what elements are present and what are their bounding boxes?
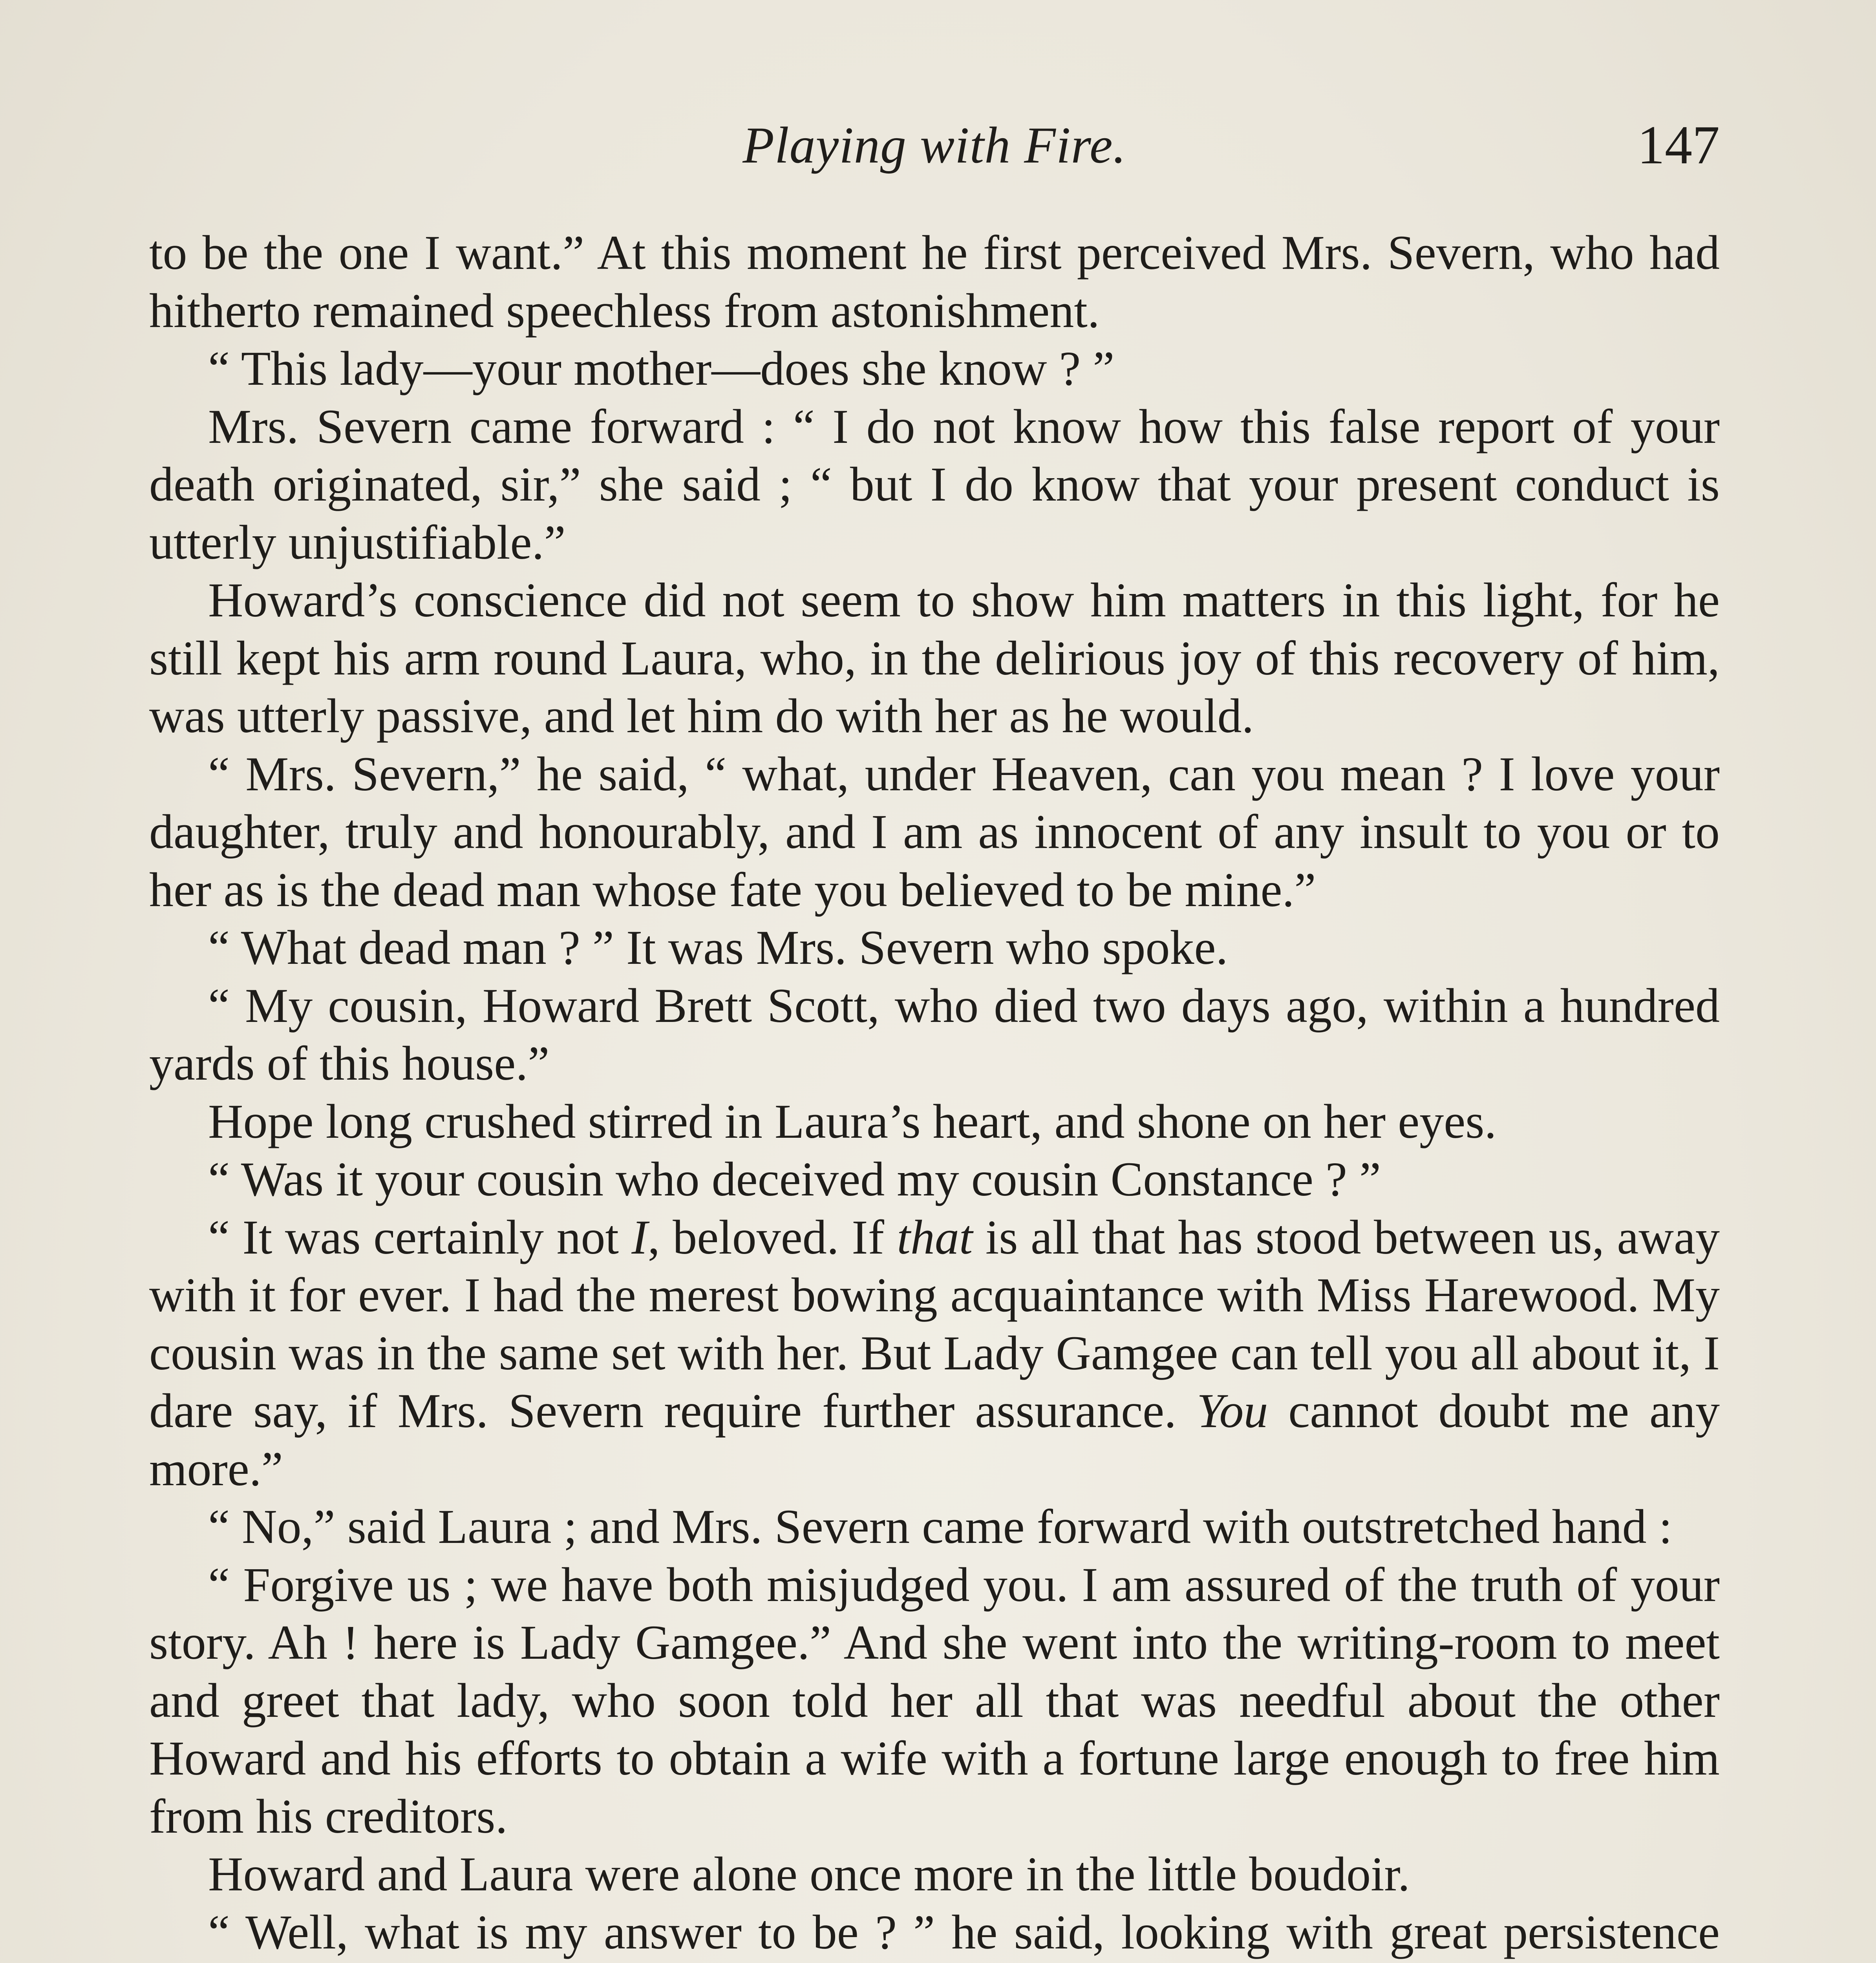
paragraph: “ Well, what is my answer to be ? ” he said, looking with great persistence [208,1905,1720,1959]
paragraph: “ What dead man ? ” It was Mrs. Severn who spoke. [208,921,1228,974]
paragraph-text: cannot doubt me any more.” [149,1384,1720,1496]
emphasis-text: I [631,1210,648,1264]
body-text [149,224,1720,1963]
paragraph: “ Forgive us ; we have both misjudged you. I am assured of the truth of your story. Ah ! here is Lady Gamgee.” And she went into the writing-room to meet and greet that lady, who soon told her all that was needful about the other Howard and his efforts to obtain a wife with a fortune large enough to free him from his creditors. [149,1557,1720,1843]
paragraph-text: “ It was certainly not [208,1210,632,1264]
paragraph-text: is all that has stood between us, away with it for ever. I had the merest bowing acquaintance with Miss Harewood. My cousin was in the same set with her. But Lady Gamgee can tell you all about it, I dare say, if Mrs. Severn require further assurance. [149,1210,1720,1438]
emphasis-text: You [1196,1384,1268,1438]
paragraph: “ This lady—your mother—does she know ? ” [208,342,1115,395]
page-header [149,106,1720,185]
paragraph: “ No,” said Laura ; and Mrs. Severn came forward with outstretched hand : [208,1500,1673,1554]
paragraph-with-emphasis [149,1208,1720,1498]
page-number: 147 [1637,115,1720,175]
paragraph: Hope long crushed stirred in Laura’s heart, and shone on her eyes. [208,1094,1497,1148]
paragraph: to be the one I want.” At this moment he first perceived Mrs. Severn, who had hitherto remained speechless from astonishment. [149,226,1720,338]
paragraph: “ Mrs. Severn,” he said, “ what, under Heaven, can you mean ? I love your daughter, truly and honourably, and I am as innocent of any insult to you or to her as is the dead man whose fate you believed to be mine.” [149,747,1720,917]
paragraph: “ My cousin, Howard Brett Scott, who died two days ago, within a hundred yards of this house.” [149,978,1720,1090]
paragraph: Howard and Laura were alone once more in the little boudoir. [208,1847,1410,1901]
emphasis-text: that [897,1210,973,1264]
paragraph-text: , beloved. If [647,1210,897,1264]
paragraph: Mrs. Severn came forward : “ I do not know how this false report of your death originated, sir,” she said ; “ but I do know that your present conduct is utterly unjustifiable.” [149,399,1720,569]
paragraph: Howard’s conscience did not seem to show him matters in this light, for he still kept his arm round Laura, who, in the delirious joy of this recovery of him, was utterly passive, and let him do with her as he would. [149,573,1720,743]
paragraph: “ Was it your cousin who deceived my cousin Constance ? ” [208,1152,1381,1206]
running-title: Playing with Fire. [742,116,1126,174]
